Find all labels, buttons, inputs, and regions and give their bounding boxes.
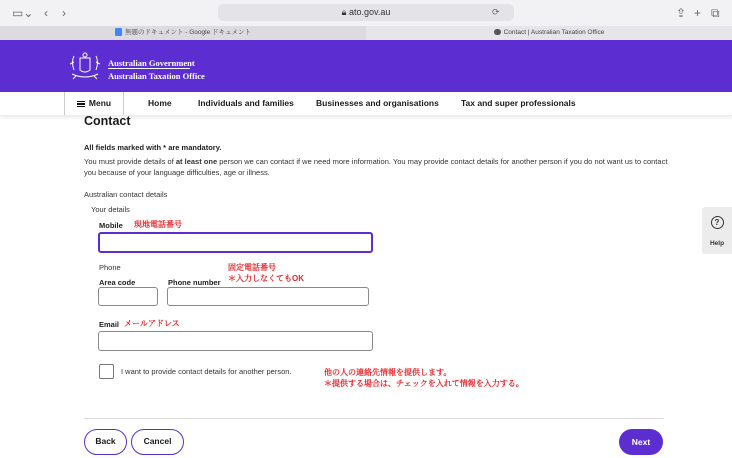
back-arrow-icon[interactable]: ‹ — [44, 6, 48, 20]
phone-annotation-1: 固定電話番号 — [228, 263, 276, 272]
email-annotation: メールアドレス — [124, 319, 180, 328]
new-tab-icon[interactable]: + — [694, 6, 702, 20]
other-person-label[interactable]: I want to provide contact details for another person. — [121, 367, 292, 376]
phone-annotation-2: ＊入力しなくてもOK — [228, 274, 304, 283]
browser-toolbar — [0, 0, 732, 26]
help-label: Help — [709, 240, 725, 247]
ato-favicon-icon — [494, 29, 501, 35]
phone-number-input[interactable] — [167, 287, 369, 306]
help-question-icon: ? — [711, 216, 724, 229]
email-input[interactable] — [98, 331, 373, 351]
nav-item-individuals[interactable]: Individuals and families — [198, 98, 294, 108]
phone-number-label: Phone number — [168, 278, 221, 287]
next-button[interactable]: Next — [619, 429, 663, 455]
section-heading: Australian contact details — [84, 190, 168, 199]
lock-icon: 🔒︎ — [341, 7, 347, 17]
page-title: Contact — [84, 114, 131, 128]
other-person-annotation-2: ＊提供する場合は、チェックを入れて情報を入力する。 — [324, 379, 524, 388]
email-label: Email — [99, 320, 120, 329]
mandatory-note: All fields marked with * are mandatory. — [84, 143, 222, 152]
forward-arrow-icon[interactable]: › — [62, 6, 66, 20]
other-person-annotation-1: 他の人の連絡先情報を提供します。 — [324, 368, 452, 377]
tab-strip — [0, 26, 732, 40]
tab-overview-icon[interactable]: ⧉ — [711, 6, 720, 20]
back-button[interactable]: Back — [84, 429, 127, 455]
nav-item-businesses[interactable]: Businesses and organisations — [316, 98, 439, 108]
nav-item-home[interactable]: Home — [148, 98, 172, 108]
url-text: ato.gov.au — [348, 7, 391, 17]
area-code-input[interactable] — [98, 287, 158, 306]
gov-divider — [108, 68, 190, 69]
phone-label: Phone — [99, 263, 121, 272]
hamburger-icon — [77, 101, 85, 107]
gov-name-line2[interactable]: Australian Taxation Office — [108, 71, 205, 81]
share-icon[interactable]: ⇪ — [676, 6, 687, 20]
menu-button[interactable]: Menu — [64, 92, 124, 115]
intro-text: You must provide details of at least one person we can contact if we need more information. You may provide contact details for another person if you do not want us to contact you because of your language difficulties, age or illness. — [84, 157, 668, 177]
tab-ato-contact[interactable]: Contact | Australian Taxation Office — [366, 26, 732, 40]
tab-google-docs[interactable]: 無題のドキュメント - Google ドキュメント — [0, 26, 366, 40]
subsection-heading: Your details — [91, 205, 130, 214]
help-tab[interactable] — [702, 207, 732, 254]
coat-of-arms-icon[interactable] — [66, 50, 104, 82]
address-bar[interactable] — [218, 4, 514, 21]
mobile-annotation: 現地電話番号 — [134, 220, 182, 229]
mobile-input[interactable] — [98, 232, 373, 253]
google-docs-icon — [115, 28, 122, 36]
main-nav — [0, 92, 732, 116]
cancel-button[interactable]: Cancel — [131, 429, 184, 455]
form-divider — [84, 418, 664, 419]
reload-icon[interactable]: ⟳ — [492, 7, 500, 17]
nav-item-tax-professionals[interactable]: Tax and super professionals — [461, 98, 576, 108]
area-code-label: Area code — [99, 278, 136, 287]
sidebar-icon[interactable]: ▭⌄ — [12, 6, 34, 20]
mobile-label: Mobile — [99, 221, 123, 230]
other-person-checkbox[interactable] — [99, 364, 114, 379]
gov-name-line1[interactable]: Australian Government — [108, 58, 195, 68]
